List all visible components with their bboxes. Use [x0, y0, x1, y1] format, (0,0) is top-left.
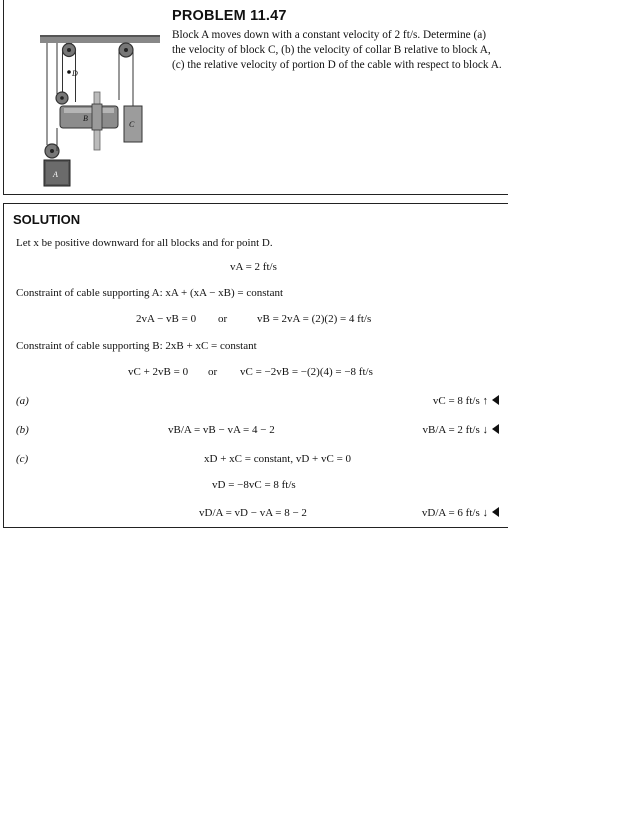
part-c-answer [422, 507, 499, 519]
pulley-system-figure [40, 32, 166, 190]
or-text-1: or [218, 313, 228, 325]
part-b-answer-text: vB/A = 2 ft/s ↓ [422, 424, 488, 436]
answer-marker-icon [492, 424, 499, 434]
collar-b [60, 104, 118, 130]
problem-statement: Block A moves down with a constant velocity of 2 ft/s. Determine (a) the velocity of block C, (b) the velocity of collar B relative to block A, (c) the relative velocity of portion D of the cable with respect to block A. [172, 29, 502, 71]
part-a-label: (a) [16, 395, 29, 407]
part-c-equation-2: vD = −8vC = 8 ft/s [212, 479, 296, 491]
part-c-label: (c) [16, 453, 29, 465]
label-b: B [83, 114, 88, 123]
constraint-b-label: Constraint of cable supporting B: 2xB + xC = constant [16, 340, 257, 352]
answer-marker-icon [492, 395, 499, 405]
va-equation: vA = 2 ft/s [230, 261, 277, 273]
or-text-2: or [208, 366, 218, 378]
constraint-b-equation: vC + 2vB = 0 [128, 366, 189, 378]
problem-title: PROBLEM 11.47 [172, 8, 287, 24]
vc-result: vC = −2vB = −(2)(4) = −8 ft/s [240, 366, 373, 378]
label-d: D [72, 69, 78, 78]
constraint-a-equation: 2vA − vB = 0 [136, 313, 197, 325]
part-b-label: (b) [16, 424, 29, 436]
part-c-equation-1: xD + xC = constant, vD + vC = 0 [204, 453, 352, 465]
part-a-answer-text: vC = 8 ft/s ↑ [432, 395, 488, 407]
block-c [124, 106, 142, 142]
answer-marker-icon [492, 507, 499, 517]
part-b-answer [423, 424, 500, 436]
part-c-answer-text: vD/A = 6 ft/s ↓ [421, 507, 488, 519]
solution-intro: Let x be positive downward for all blocks and for point D. [16, 237, 273, 249]
label-c: C [129, 120, 135, 129]
vb-result: vB = 2vA = (2)(2) = 4 ft/s [257, 313, 372, 325]
part-c-equation-3: vD/A = vD − vA = 8 − 2 [199, 507, 307, 519]
solution-title: SOLUTION [13, 212, 81, 227]
ceiling [40, 36, 160, 43]
block-a [44, 160, 70, 186]
top-pulley-right [119, 43, 133, 57]
constraint-a-label: Constraint of cable supporting A: xA + (xA − xB) = constant [16, 287, 284, 299]
label-a: A [53, 170, 58, 179]
point-d-marker [67, 70, 71, 74]
top-pulley-left [63, 43, 76, 57]
part-a-answer [433, 395, 499, 407]
part-b-equation: vB/A = vB − vA = 4 − 2 [168, 424, 275, 436]
collar-pulley [56, 92, 68, 104]
